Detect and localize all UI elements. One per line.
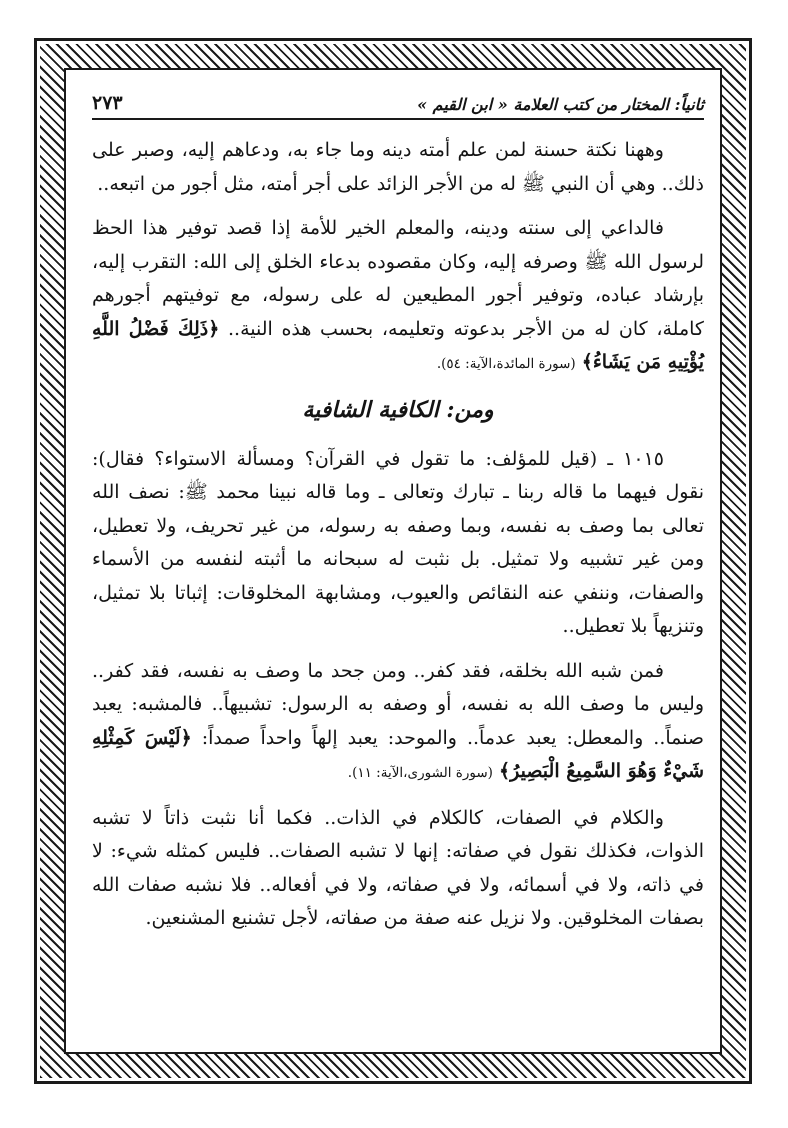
verse-reference: (سورة المائدة،الآية: ٥٤). bbox=[436, 356, 576, 372]
paragraph-5: والكلام في الصفات، كالكلام في الذات.. فكما أنا نثبت ذاتاً لا تشبه الذوات، فكذلك نقول في صفاته: إنها لا تشبه الصفات.. فليس كمثله شيء: لا في ذاته، ولا في أسمائه، ولا في صفاته، ولا في أفعاله.. فلا نشبه صفات الله بصفات المخلوقين. ولا نزيل عنه صفة من صفاته، لأجل تشنيع المشنعين. bbox=[92, 806, 704, 929]
running-head: ثانياً: المختار من كتب العلامة « ابن القيم » bbox=[417, 95, 704, 114]
paragraph-4-text: فمن شبه الله بخلقه، فقد كفر.. ومن جحد ما وصف به نفسه، فقد كفر.. وليس ما وصف الله به نفسه، أو وصفه به الرسول: تشبيهاً.. فالمشبه: يعبد صنماً.. والمعطل: يعبد عدماً.. والموحد: يعبد إلهاً واحداً صمداً: bbox=[92, 659, 705, 749]
page-header bbox=[92, 80, 704, 120]
item-number: ١٠١٥ bbox=[623, 447, 664, 470]
paragraph-1: وههنا نكتة حسنة لمن علم أمته دينه وما جاء به، ودعاهم إليه، وصبر على ذلك.. وهي أن النبي ﷺ له من الأجر الزائد على أجر أمته، مثل أجور من اتبعه.. bbox=[92, 139, 704, 195]
paragraph-2 bbox=[92, 212, 704, 382]
page-content bbox=[92, 80, 704, 1040]
verse-reference: (سورة الشورى،الآية: ١١). bbox=[347, 765, 493, 781]
paragraph-4 bbox=[92, 655, 704, 791]
section-heading: ومن: الكافية الشافية bbox=[302, 396, 494, 423]
paragraph-2-text: فالداعي إلى سنته ودينه، والمعلم الخير للأمة إذا قصد توفير هذا الحظ لرسول الله ﷺ وصرفه إليه، وكان مقصوده بدعاء الخلق إلى الله: التقرب إليه، بإرشاد عباده، وتوفير أجور المطيعين له على رسوله، مع توفيتهم أجورهم كاملة، كان له من الأجر بدعوته وتعليمه، بحسب هذه النية.. bbox=[92, 217, 704, 340]
quran-verse: ﴿ذَلِكَ فَضْلُ اللَّهِ يُؤْتِيهِ مَن يَشَاءُ﴾ bbox=[92, 317, 704, 373]
paragraph-3-text: ـ (قيل للمؤلف: ما تقول في القرآن؟ ومسألة الاستواء؟ فقال): نقول فيهما ما قاله ربنا ـ تبارك وتعالى ـ وما قاله نبينا محمد ﷺ: نصف الله تعالى بما وصف به نفسه، وبما وصفه به رسوله، من غير تحريف، ولا تعطيل، ومن غير تشبيه ولا تمثيل. بل نثبت له سبحانه ما أثبته لنفسه من الأسماء والصفات، وننفي عنه النقائص والعيوب، ومشابهة المخلوقات: إثباتا بلا تمثيل، وتنزيهاً بلا تعطيل.. bbox=[92, 447, 704, 637]
paragraph-3 bbox=[92, 443, 704, 644]
quran-verse: ﴿لَيْسَ كَمِثْلِهِ شَيْءٌ وَهُوَ السَّمِيعُ الْبَصِيرُ﴾ bbox=[92, 726, 704, 782]
page-number: ٢٧٣ bbox=[92, 92, 123, 114]
